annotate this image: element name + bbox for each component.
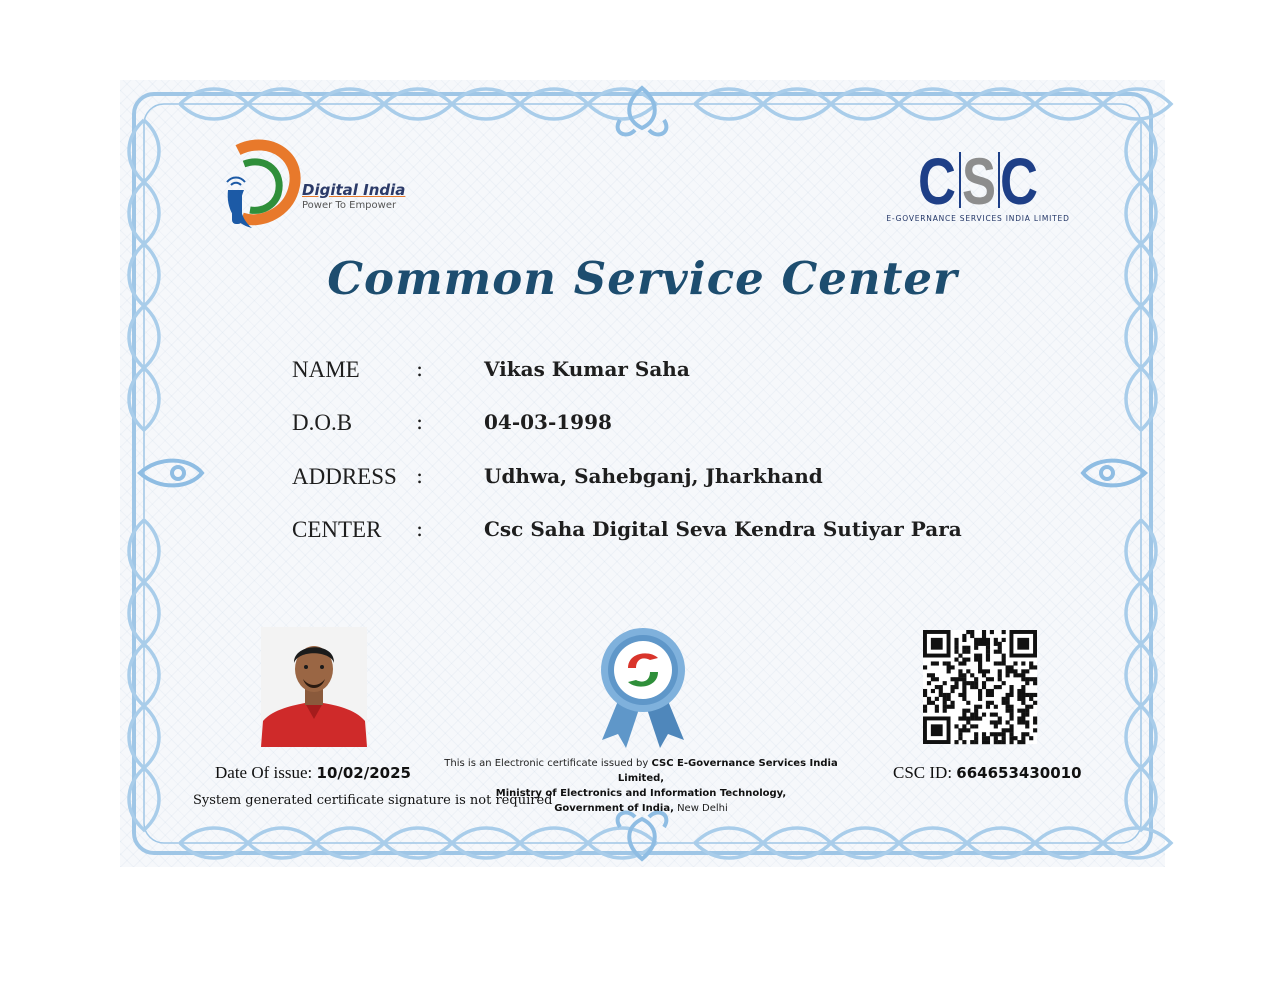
field-colon: :: [416, 410, 424, 434]
field-row-dob: [292, 410, 1052, 440]
field-value: 04-03-1998: [484, 410, 612, 434]
csc-id-label: CSC ID:: [893, 763, 953, 782]
issuer-ministry: Ministry of Electronics and Information Technology,: [495, 788, 787, 799]
issuer-gov: Government of India,: [554, 803, 674, 814]
field-colon: :: [416, 517, 424, 541]
field-label: CENTER: [292, 517, 382, 542]
csc-letter-s: S: [962, 144, 996, 218]
csc-id: [893, 763, 1082, 783]
field-value: Udhwa, Sahebganj, Jharkhand: [484, 464, 823, 488]
digital-india-wordmark: [302, 181, 405, 211]
qr-code-icon: [923, 630, 1037, 744]
issuer-org: CSC E-Governance Services India Limited,: [617, 758, 838, 784]
field-label: D.O.B: [292, 410, 353, 435]
right-ornament-icon: [1083, 461, 1145, 486]
csc-logo-icon: [916, 144, 1040, 218]
certificate-title: Common Service Center: [327, 252, 958, 305]
field-value: Vikas Kumar Saha: [484, 357, 690, 381]
rosette-seal-icon: [598, 626, 688, 748]
csc-letter-c1: C: [918, 144, 956, 218]
field-row-center: [292, 517, 1052, 547]
field-value: Csc Saha Digital Seva Kendra Sutiyar Para: [484, 517, 962, 541]
digital-india-logo-icon: [220, 138, 302, 233]
field-label: ADDRESS: [292, 464, 397, 489]
left-ornament-icon: [140, 461, 202, 486]
field-row-name: [292, 357, 1052, 387]
field-colon: :: [416, 357, 424, 381]
digital-india-subtitle: Power To Empower: [302, 200, 397, 211]
csc-letter-c2: C: [1000, 144, 1038, 218]
csc-id-value: 664653430010: [956, 764, 1082, 782]
holder-photo: [261, 627, 367, 747]
wifi-icon: [227, 178, 245, 186]
field-label: NAME: [292, 357, 360, 382]
csc-subtitle: E-GOVERNANCE SERVICES INDIA LIMITED: [886, 214, 1070, 223]
date-of-issue-value: 10/02/2025: [316, 764, 411, 782]
signature-note: System generated certificate signature is not required: [193, 793, 553, 808]
issuer-city: New Delhi: [677, 803, 728, 814]
certificate: [120, 80, 1165, 867]
field-colon: :: [416, 464, 424, 488]
issuer-prefix: This is an Electronic certificate issued by: [444, 758, 649, 769]
date-of-issue-label: Date Of issue:: [215, 763, 313, 782]
date-of-issue: [215, 763, 411, 783]
digital-india-title: Digital India: [302, 181, 406, 199]
issuer-note: [426, 756, 856, 816]
field-row-address: [292, 464, 1052, 494]
